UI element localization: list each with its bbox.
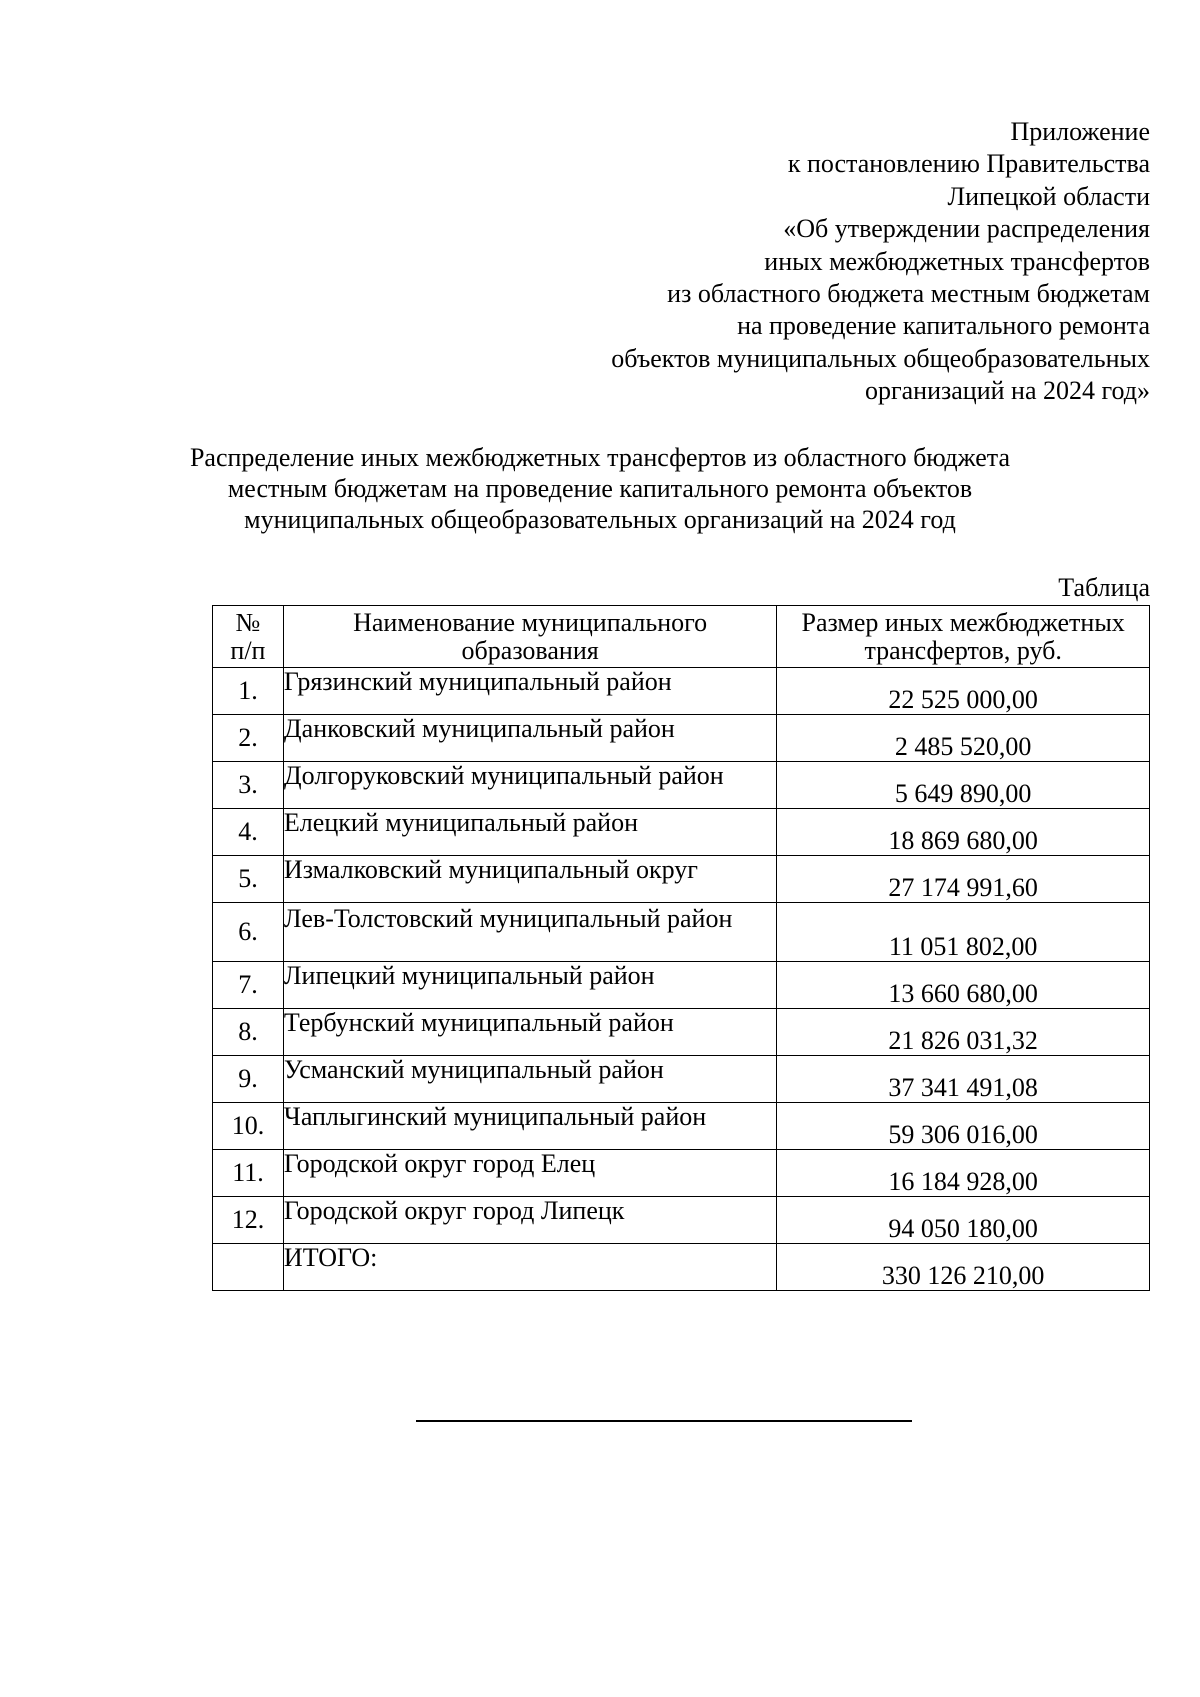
row-municipality: Городской округ город Елец [283,1150,776,1197]
table-row [213,903,1150,962]
appendix-header [450,116,1150,408]
appendix-line: на проведение капитального ремонта [737,311,1150,341]
row-amount: 11 051 802,00 [777,903,1150,962]
row-municipality: Липецкий муниципальный район [283,962,776,1009]
total-number [213,1244,284,1291]
row-number: 12. [213,1197,284,1244]
row-municipality: Усманский муниципальный район [283,1056,776,1103]
appendix-line: «Об утверждении распределения [783,214,1150,244]
row-number: 10. [213,1103,284,1150]
table-caption: Таблица [1058,573,1150,602]
table-row [213,715,1150,762]
row-number: 9. [213,1056,284,1103]
row-number: 1. [213,668,284,715]
table-row [213,762,1150,809]
row-municipality: Городской округ город Липецк [283,1197,776,1244]
row-amount: 5 649 890,00 [777,762,1150,809]
table-row [213,962,1150,1009]
table-row [213,1103,1150,1150]
row-amount: 94 050 180,00 [777,1197,1150,1244]
title-line: местным бюджетам на проведение капитального ремонта объектов [227,474,973,503]
row-amount: 2 485 520,00 [777,715,1150,762]
row-number: 3. [213,762,284,809]
document-title [150,442,1050,535]
row-amount: 13 660 680,00 [777,962,1150,1009]
row-municipality: Тербунский муниципальный район [283,1009,776,1056]
row-municipality: Лев-Толстовский муниципальный район [283,903,776,962]
row-number: 5. [213,856,284,903]
appendix-line: иных межбюджетных трансфертов [764,246,1150,276]
row-amount: 59 306 016,00 [777,1103,1150,1150]
table-header-row [213,606,1150,668]
header-amount: Размер иных межбюджетных трансфертов, руб. [777,606,1150,668]
appendix-line: к постановлению Правительства [787,149,1150,179]
closing-separator-line [416,1420,912,1422]
table-row [213,1056,1150,1103]
row-amount: 37 341 491,08 [777,1056,1150,1103]
row-amount: 18 869 680,00 [777,809,1150,856]
appendix-line: объектов муниципальных общеобразовательных [611,343,1150,373]
total-amount: 330 126 210,00 [777,1244,1150,1291]
row-number: 2. [213,715,284,762]
row-municipality: Чаплыгинский муниципальный район [283,1103,776,1150]
appendix-line: организаций на 2024 год» [864,376,1150,406]
row-municipality: Грязинский муниципальный район [283,668,776,715]
row-number: 4. [213,809,284,856]
table-row [213,856,1150,903]
row-number: 7. [213,962,284,1009]
row-number: 6. [213,903,284,962]
table-row [213,809,1150,856]
table-row [213,1197,1150,1244]
row-municipality: Измалковский муниципальный округ [283,856,776,903]
appendix-line: Липецкой области [947,181,1150,211]
total-label: ИТОГО: [283,1244,776,1291]
total-row [213,1244,1150,1291]
row-number: 11. [213,1150,284,1197]
appendix-line: Приложение [1010,117,1150,146]
title-line: муниципальных общеобразовательных организаций на 2024 год [244,505,956,534]
row-municipality: Данковский муниципальный район [283,715,776,762]
title-line: Распределение иных межбюджетных трансфертов из областного бюджета [189,443,1011,472]
appendix-line: из областного бюджета местным бюджетам [667,279,1150,309]
row-amount: 22 525 000,00 [777,668,1150,715]
header-number: № п/п [213,606,284,668]
table-row [213,1150,1150,1197]
distribution-table [212,605,1150,1291]
row-municipality: Долгоруковский муниципальный район [283,762,776,809]
header-municipality: Наименование муниципального образования [283,606,776,668]
row-municipality: Елецкий муниципальный район [283,809,776,856]
row-number: 8. [213,1009,284,1056]
table-row [213,668,1150,715]
row-amount: 16 184 928,00 [777,1150,1150,1197]
row-amount: 21 826 031,32 [777,1009,1150,1056]
row-amount: 27 174 991,60 [777,856,1150,903]
table-row [213,1009,1150,1056]
